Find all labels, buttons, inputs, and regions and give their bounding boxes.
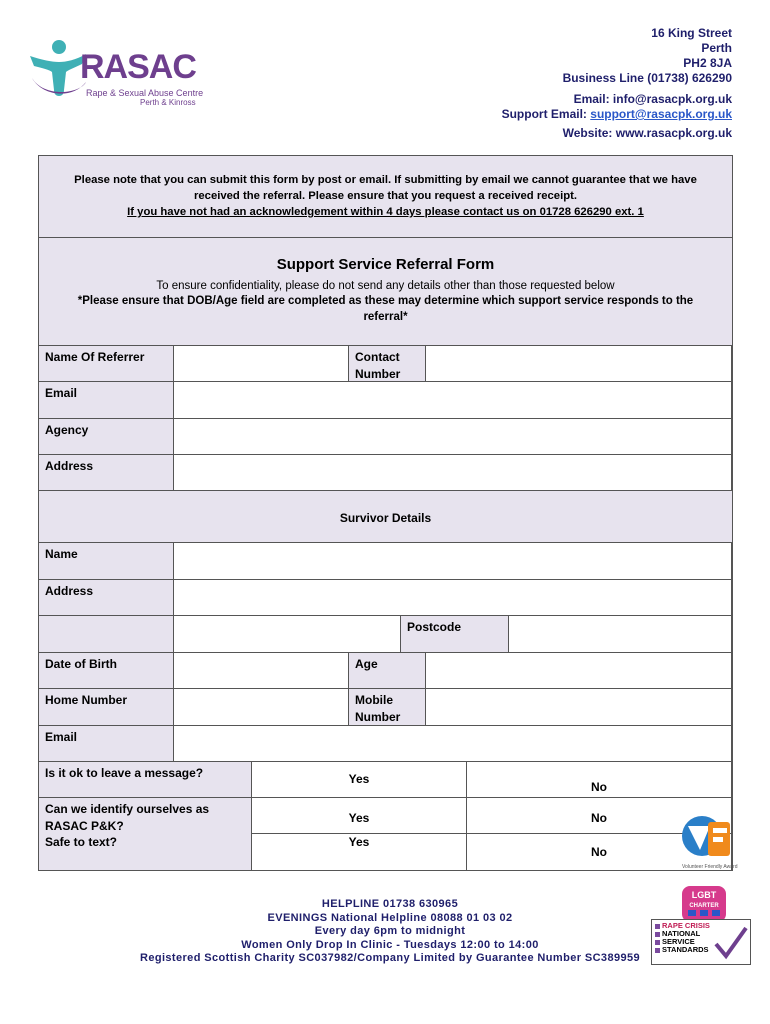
- agency-input[interactable]: [174, 419, 732, 455]
- title-section: [39, 238, 732, 346]
- referrer-email-input[interactable]: [174, 382, 732, 419]
- rc-line: NATIONAL: [662, 929, 701, 938]
- confidentiality-note: To ensure confidentiality, please do not send any details other than those requested below: [156, 280, 615, 292]
- contact-block: [502, 26, 732, 141]
- dob-label: Date of Birth: [39, 653, 174, 689]
- referral-form: [38, 155, 733, 871]
- leave-message-label: Is it ok to leave a message?: [39, 762, 252, 798]
- referrer-address-input[interactable]: [174, 455, 732, 491]
- identify-no[interactable]: No: [467, 798, 732, 834]
- referrer-name-label: Name Of Referrer: [39, 346, 174, 382]
- svg-text:LGBT: LGBT: [691, 890, 717, 900]
- logo-subtitle: Rape & Sexual Abuse Centre: [86, 88, 204, 98]
- website-line: Website: www.rasacpk.org.uk: [562, 126, 732, 140]
- logo-wordmark: RASAC: [80, 48, 196, 86]
- address-continuation: [39, 616, 174, 653]
- leave-message-no[interactable]: No: [467, 762, 732, 798]
- support-email-link[interactable]: support@rasacpk.org.uk: [590, 107, 732, 121]
- volunteer-friendly-badge: [680, 812, 732, 868]
- support-email-row: [502, 107, 732, 122]
- survivor-address-input[interactable]: [174, 580, 732, 616]
- rc-line: STANDARDS: [662, 945, 709, 954]
- rc-square-icon: [655, 932, 660, 937]
- form-title: Support Service Referral Form: [276, 256, 495, 273]
- home-number-label: Home Number: [39, 689, 174, 726]
- referrer-email-label: Email: [39, 382, 174, 419]
- rasac-logo: [28, 38, 208, 110]
- drop-in-clinic: Women Only Drop In Clinic - Tuesdays 12:00 to 14:00: [241, 938, 539, 951]
- address-line: PH2 8JA: [683, 56, 732, 70]
- age-input[interactable]: [426, 653, 732, 689]
- home-number-input[interactable]: [174, 689, 349, 726]
- rc-square-icon: [655, 948, 660, 953]
- identify-yes[interactable]: Yes: [252, 798, 467, 834]
- postcode-label: Postcode: [401, 616, 509, 653]
- evening-hours: Every day 6pm to midnight: [314, 925, 466, 937]
- dob-note: *Please ensure that DOB/Age field are completed as these may determine which support service responds to the referral*: [77, 295, 694, 323]
- svg-text:CHARTER: CHARTER: [689, 903, 719, 909]
- vf-logo-icon: [680, 812, 732, 864]
- email-line: Email: info@rasacpk.org.uk: [573, 92, 732, 106]
- referrer-address-label: Address: [39, 455, 174, 491]
- rc-square-icon: [655, 940, 660, 945]
- logo-location: Perth & Kinross: [140, 98, 196, 107]
- postcode-input[interactable]: [509, 616, 732, 653]
- rc-line: RAPE CRISIS: [662, 921, 710, 930]
- survivor-name-input[interactable]: [174, 543, 732, 580]
- address-line2-input[interactable]: [174, 616, 401, 653]
- footer: [120, 898, 660, 966]
- evening-helpline: EVENINGS National Helpline 08088 01 03 02: [267, 911, 513, 924]
- contact-number-input[interactable]: [426, 346, 732, 382]
- support-email-label: Support Email:: [501, 107, 587, 121]
- leave-message-yes[interactable]: Yes: [252, 762, 467, 798]
- contact-number-label: Contact Number: [349, 346, 426, 382]
- lgbt-charter-icon: [680, 884, 728, 924]
- mobile-number-label: Mobile Number: [349, 689, 426, 726]
- agency-label: Agency: [39, 419, 174, 455]
- rc-line: SERVICE: [662, 937, 695, 946]
- mobile-number-input[interactable]: [426, 689, 732, 726]
- address-line: Perth: [701, 41, 732, 55]
- survivor-details-heading: Survivor Details: [39, 491, 732, 543]
- address-line: 16 King Street: [651, 26, 732, 40]
- survivor-address-label: Address: [39, 580, 174, 616]
- vf-caption: Volunteer Friendly Award: [682, 864, 738, 870]
- rc-square-icon: [655, 924, 660, 929]
- rape-crisis-standards-badge: [651, 919, 751, 965]
- survivor-email-input[interactable]: [174, 726, 732, 762]
- notice-text: Please note that you can submit this form by post or email. If submitting by email we cannot guarantee that we have received the referral. Please ensure that you request a received receipt.: [74, 174, 697, 202]
- safe-to-text-no[interactable]: No: [467, 834, 732, 870]
- helpline: HELPLINE 01738 630965: [321, 898, 459, 910]
- safe-to-text-label: Safe to text?: [39, 834, 252, 870]
- figure-logo-icon: [28, 38, 88, 102]
- charity-registration: Registered Scottish Charity SC037982/Company Limited by Guarantee Number SC389959: [139, 952, 641, 964]
- survivor-email-label: Email: [39, 726, 174, 762]
- identify-label: Can we identify ourselves as RASAC P&K?: [39, 798, 252, 834]
- safe-to-text-yes[interactable]: Yes: [252, 834, 467, 870]
- dob-input[interactable]: [174, 653, 349, 689]
- lgbt-charter-badge: [680, 884, 728, 924]
- notice-section: [39, 156, 732, 238]
- acknowledgement-note: If you have not had an acknowledgement within 4 days please contact us on 01728 626290 ext. 1: [127, 206, 644, 218]
- age-label: Age: [349, 653, 426, 689]
- business-line: Business Line (01738) 626290: [562, 71, 732, 85]
- checkmark-icon: [712, 924, 748, 960]
- survivor-name-label: Name: [39, 543, 174, 580]
- referrer-name-input[interactable]: [174, 346, 349, 382]
